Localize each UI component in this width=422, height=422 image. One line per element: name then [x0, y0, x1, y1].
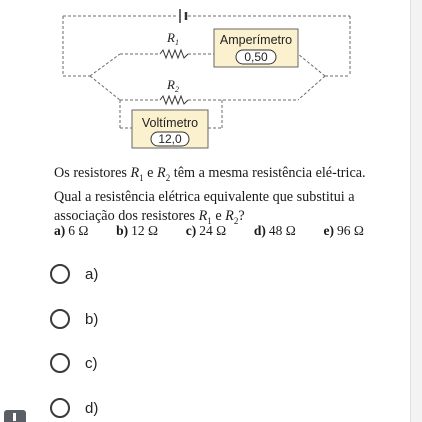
- choice-d[interactable]: [50, 397, 98, 419]
- voltmeter: [132, 110, 208, 148]
- answer-option: b) 12 Ω: [116, 223, 159, 238]
- ammeter-value: 0,50: [244, 50, 268, 64]
- radio-d[interactable]: [50, 398, 70, 418]
- ammeter: [214, 29, 298, 67]
- answer-option: a) 6 Ω: [54, 223, 89, 238]
- choice-c-label: c): [85, 354, 98, 372]
- answer-options-text: [54, 223, 364, 239]
- answer-option: e) 96 Ω: [323, 223, 364, 238]
- radio-a[interactable]: [50, 264, 70, 284]
- resistor-r2-icon: [160, 96, 188, 104]
- r2-label: $R_2$: [167, 77, 179, 94]
- battery-icon: [180, 9, 186, 23]
- ammeter-label: Amperímetro: [219, 33, 293, 47]
- answer-option: d) 48 Ω: [253, 223, 296, 238]
- radio-b[interactable]: [50, 309, 70, 329]
- choice-b-label: b): [85, 310, 99, 328]
- choice-c[interactable]: [50, 352, 98, 374]
- info-badge-icon[interactable]: [4, 410, 26, 422]
- choice-b[interactable]: [50, 308, 98, 330]
- voltmeter-value: 12,0: [158, 132, 182, 146]
- r1-label: $R_1$: [167, 30, 179, 47]
- voltmeter-label: Voltímetro: [141, 116, 199, 130]
- resistor-r1-icon: [160, 50, 188, 58]
- radio-c[interactable]: [50, 353, 70, 373]
- answer-option: c) 24 Ω: [185, 223, 227, 238]
- question-text: Os resistores $R_1$ e $R_2$ têm a mesma resistência elé-trica. Qual a resistência elétrica equivalente que substitui a associação dos resistores $R_1$ e $R_2$?: [54, 165, 366, 226]
- choice-a-label: a): [85, 265, 99, 283]
- circuit-diagram: [0, 0, 422, 160]
- choice-a[interactable]: [50, 263, 98, 285]
- choice-d-label: d): [85, 399, 99, 417]
